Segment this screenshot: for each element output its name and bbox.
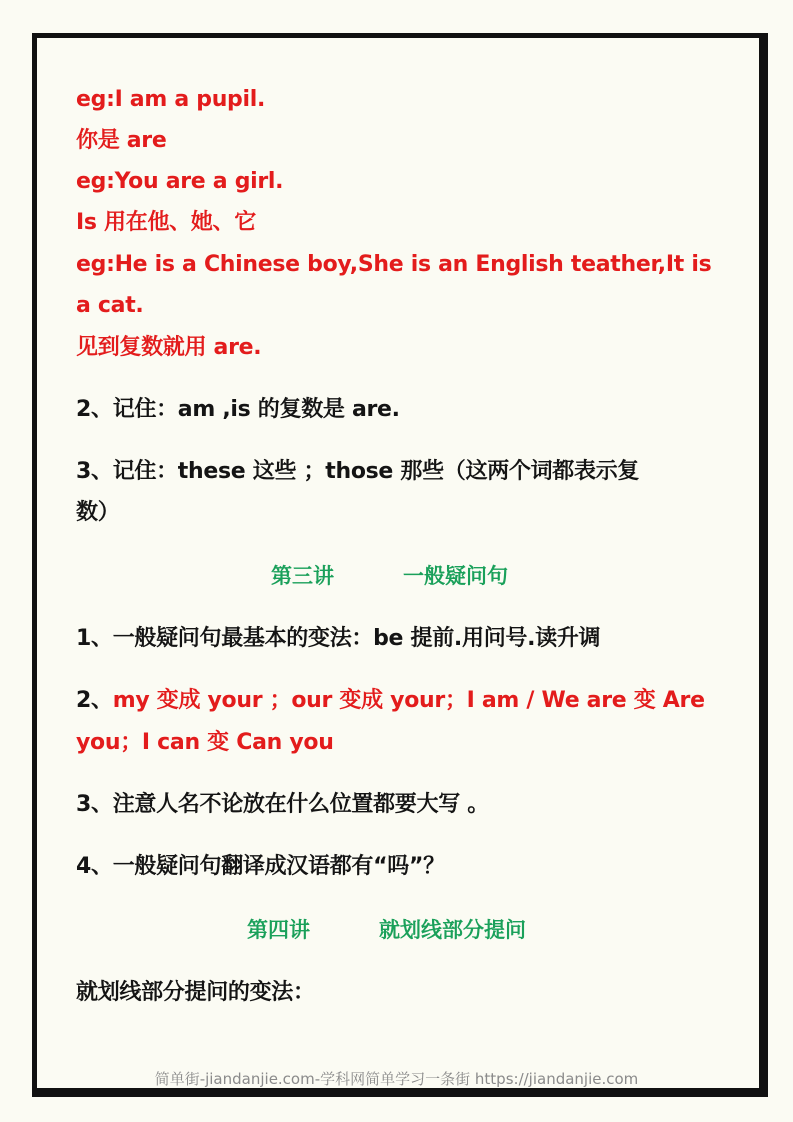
- lecture-3-number: 第三讲: [271, 564, 334, 588]
- point-2-plural: 2、记住：am ,is 的复数是 are.: [76, 397, 400, 422]
- example-he-is-cont: a cat.: [76, 293, 144, 318]
- lecture-4-number: 第四讲: [247, 918, 310, 942]
- question-point-2-prefix: 2、: [76, 688, 113, 713]
- point-3-these-those: 3、记住：these 这些 ；those 那些（这两个词都表示复: [76, 459, 640, 484]
- rule-is: Is 用在他、她、它: [76, 210, 256, 235]
- example-i-am: eg:I am a pupil.: [76, 87, 266, 112]
- question-point-2-cont: you；I can 变 Can you: [76, 730, 334, 755]
- point-3-cont: 数）: [76, 500, 120, 525]
- question-point-1: 1、一般疑问句最基本的变法：be 提前.用问号.读升调: [76, 626, 601, 651]
- question-point-2: [76, 687, 705, 715]
- question-point-2-text: my 变成 your ；our 变成 your；I am / We are 变 Are: [112, 688, 705, 713]
- question-point-4: 4、一般疑问句翻译成汉语都有“吗”？: [76, 854, 445, 879]
- footer-watermark: 简单街-jiandanjie.com-学科网简单学习一条街 https://jiandanjie.com: [154, 1070, 639, 1088]
- rule-you-are: 你是 are: [76, 128, 167, 153]
- question-point-3: 3、注意人名不论放在什么位置都要大写 。: [76, 792, 489, 817]
- lecture-4-title: 就划线部分提问: [379, 918, 526, 942]
- example-he-is: eg:He is a Chinese boy,She is an English teather,It is: [76, 252, 712, 277]
- underline-question-intro: 就划线部分提问的变法：: [76, 980, 315, 1005]
- lecture-3-title: 一般疑问句: [403, 564, 508, 588]
- example-you-are: eg:You are a girl.: [76, 169, 284, 194]
- rule-plural-are: 见到复数就用 are.: [76, 335, 262, 360]
